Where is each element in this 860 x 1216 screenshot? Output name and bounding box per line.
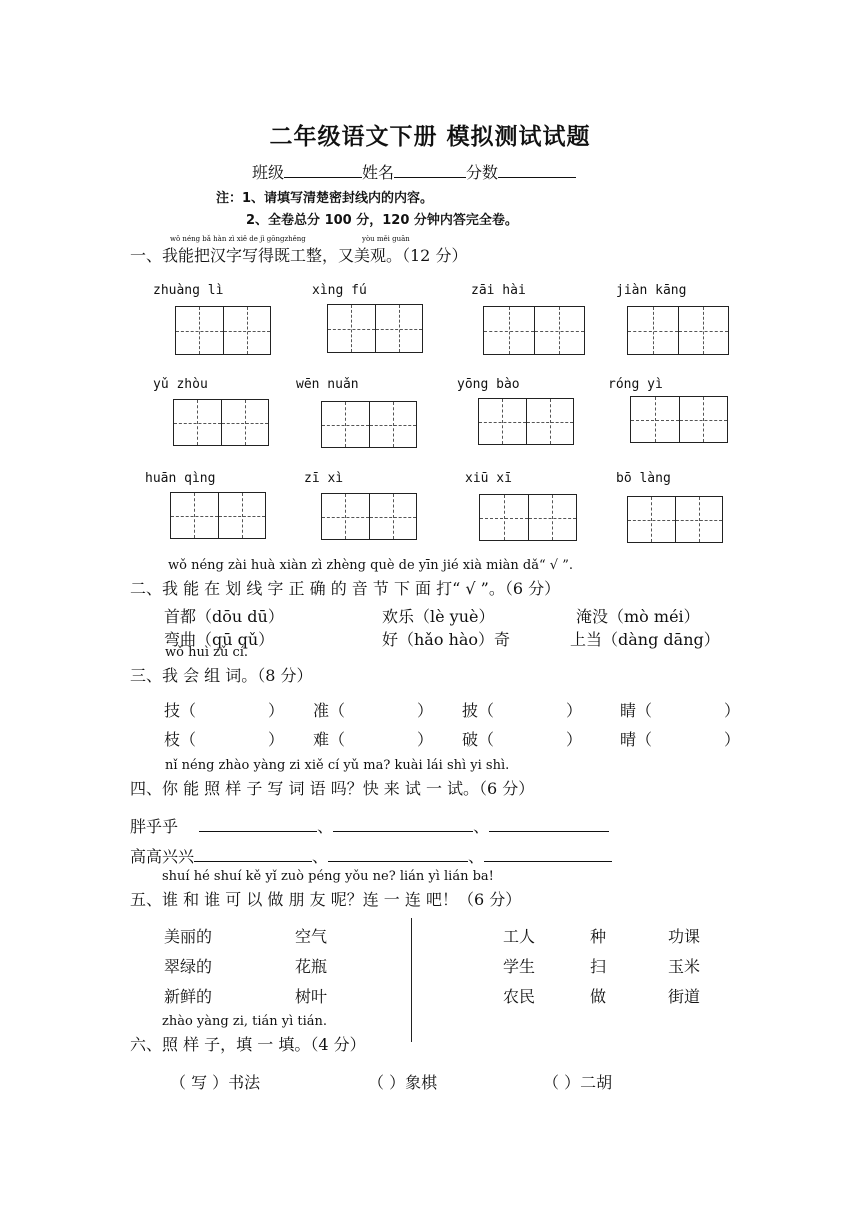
match-item[interactable]: 学生 [503, 957, 536, 976]
example-word: 胖乎乎 [130, 817, 179, 836]
word-close: ） [268, 730, 285, 749]
writing-grid[interactable] [321, 401, 417, 448]
note-1: 注：1、请填写清楚密封线内的内容。 [216, 191, 434, 206]
writing-grid[interactable] [173, 399, 269, 446]
score-label: 分数 [466, 163, 499, 182]
writing-grid[interactable] [627, 306, 729, 355]
word-close: ） [417, 701, 434, 720]
match-item[interactable]: 工人 [503, 927, 536, 946]
student-info-line [252, 160, 576, 183]
match-item[interactable]: 花瓶 [295, 957, 328, 976]
section4-pinyin: nǐ néng zhào yàng zi xiě cí yǔ ma? kuài lái shì yi shì. [165, 758, 510, 773]
match-item[interactable]: 做 [590, 987, 607, 1006]
name-label: 姓名 [362, 163, 395, 182]
answer-blank[interactable] [199, 817, 317, 832]
fill-item[interactable]: （ ）象棋 [368, 1073, 438, 1092]
match-item[interactable]: 街道 [668, 987, 701, 1006]
answer-blank[interactable] [194, 847, 312, 862]
answer-blank[interactable] [328, 847, 468, 862]
match-item[interactable]: 空气 [295, 927, 328, 946]
choice-item[interactable]: 好（hǎo hào）奇 [382, 630, 511, 649]
word-char: 晴（ [620, 730, 653, 749]
word-close: ） [417, 730, 434, 749]
section3-pinyin: wǒ huì zǔ cí. [165, 645, 249, 660]
pinyin-item: jiàn kāng [616, 283, 687, 298]
choice-item[interactable]: 欢乐（lè yuè） [382, 607, 495, 626]
example-word-1: 胖乎乎 、 、 [130, 814, 609, 837]
pinyin-item: xiū xī [465, 471, 512, 486]
word-char: 破（ [462, 730, 495, 749]
example-word: 高高兴兴 [130, 847, 195, 866]
word-char: 准（ [313, 701, 346, 720]
word-char: 枝（ [164, 730, 197, 749]
section5-pinyin: shuí hé shuí kě yǐ zuò péng yǒu ne? lián yì lián ba! [162, 869, 494, 884]
section2-title: 二、我 能 在 划 线 字 正 确 的 音 节 下 面 打“ √ ”。（6 分） [130, 579, 561, 598]
note-2: 2、全卷总分 100 分，120 分钟内答完全卷。 [246, 213, 518, 228]
word-close: ） [566, 701, 583, 720]
example-word-2: 高高兴兴 、 、 [130, 844, 612, 867]
pinyin-item: bō làng [616, 471, 671, 486]
writing-grid[interactable] [175, 306, 271, 355]
match-item[interactable]: 种 [590, 927, 607, 946]
section6-pinyin: zhào yàng zi, tián yì tián. [162, 1014, 328, 1029]
match-item[interactable]: 玉米 [668, 957, 701, 976]
pinyin-item: zāi hài [471, 283, 526, 298]
match-item[interactable]: 功课 [668, 927, 701, 946]
section3-title: 三、我 会 组 词。（8 分） [130, 666, 313, 685]
section4-title: 四、你 能 照 样 子 写 词 语 吗？快 来 试 一 试。（6 分） [130, 779, 535, 798]
writing-grid[interactable] [483, 306, 585, 355]
name-field[interactable] [394, 163, 466, 178]
section2-pinyin: wǒ néng zài huà xiàn zì zhèng què de yīn jié xià miàn dǎ“ √ ”. [168, 558, 573, 573]
match-item[interactable]: 扫 [590, 957, 607, 976]
divider-line [411, 918, 412, 1042]
class-field[interactable] [284, 163, 362, 178]
word-close: ） [566, 730, 583, 749]
fill-item[interactable]: （ ）二胡 [543, 1073, 613, 1092]
class-label: 班级 [252, 163, 285, 182]
choice-item[interactable]: 弯曲（qū qǔ） [164, 630, 275, 649]
writing-grid[interactable] [321, 493, 417, 540]
choice-item[interactable]: 上当（dàng dāng） [570, 630, 720, 649]
section5-title: 五、谁 和 谁 可 以 做 朋 友 呢？连 一 连 吧！（6 分） [130, 890, 522, 909]
pinyin-item: huān qìng [145, 471, 216, 486]
section6-title: 六、照 样 子，填 一 填。（4 分） [130, 1035, 366, 1054]
section1-pinyin-b: yòu měi guān [362, 235, 410, 243]
word-char: 难（ [313, 730, 346, 749]
score-field[interactable] [498, 163, 576, 178]
writing-grid[interactable] [627, 496, 723, 543]
answer-blank[interactable] [489, 817, 609, 832]
answer-blank[interactable] [484, 847, 612, 862]
match-item[interactable]: 新鲜的 [164, 987, 213, 1006]
pinyin-item: yōng bào [457, 377, 520, 392]
section1-pinyin-a: wǒ néng bǎ hàn zì xiě de jì gōngzhěng [170, 235, 306, 243]
choice-item[interactable]: 首都（dōu dū） [164, 607, 284, 626]
pinyin-item: yǔ zhòu [153, 377, 208, 392]
pinyin-item: xìng fú [312, 283, 367, 298]
word-char: 睛（ [620, 701, 653, 720]
answer-blank[interactable] [333, 817, 473, 832]
match-item[interactable]: 美丽的 [164, 927, 213, 946]
choice-item[interactable]: 淹没（mò méi） [576, 607, 700, 626]
writing-grid[interactable] [327, 304, 423, 353]
page-title: 二年级语文下册 模拟测试试题 [269, 124, 591, 150]
writing-grid[interactable] [630, 396, 728, 443]
word-close: ） [724, 701, 741, 720]
writing-grid[interactable] [170, 492, 266, 539]
match-item[interactable]: 农民 [503, 987, 536, 1006]
word-close: ） [268, 701, 285, 720]
word-char: 披（ [462, 701, 495, 720]
pinyin-item: róng yì [608, 377, 663, 392]
pinyin-item: wēn nuǎn [296, 377, 359, 392]
word-char: 技（ [164, 701, 197, 720]
fill-item[interactable]: （ 写 ）书法 [170, 1073, 261, 1092]
word-close: ） [724, 730, 741, 749]
pinyin-item: zī xì [304, 471, 344, 486]
section1-title: 一、我能把汉字写得既工整，又美观。（12 分） [130, 246, 468, 265]
writing-grid[interactable] [479, 494, 577, 541]
writing-grid[interactable] [478, 398, 574, 445]
pinyin-item: zhuàng lì [153, 283, 224, 298]
match-item[interactable]: 翠绿的 [164, 957, 213, 976]
match-item[interactable]: 树叶 [295, 987, 328, 1006]
